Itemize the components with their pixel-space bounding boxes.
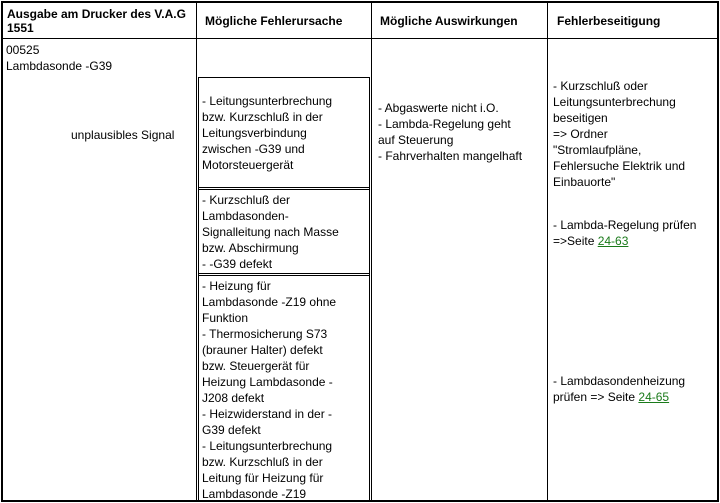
remedy-line: beseitigen	[553, 111, 608, 125]
remedy-line: - Lambda-Regelung prüfen	[553, 218, 697, 232]
cause-line: Motorsteuergerät	[202, 158, 294, 172]
cause-line: Leitung für Heizung für	[202, 471, 324, 485]
cause-line: J208 defekt	[202, 391, 265, 405]
remedy-line: Fehlersuche Elektrik und	[553, 159, 686, 173]
header-divider	[1, 38, 719, 39]
cause-line: bzw. Kurzschluß in der	[202, 455, 323, 469]
cause-divider-1b	[198, 189, 370, 190]
cause-line: bzw. Abschirmung	[202, 241, 299, 255]
remedy-line: => Ordner	[553, 127, 608, 141]
col-divider-2	[371, 1, 372, 502]
header-printer-output-text: Ausgabe am Drucker des V.A.G 1551	[7, 7, 186, 35]
effect-line: - Fahrverhalten mangelhaft	[378, 149, 523, 163]
remedy-line	[553, 233, 717, 249]
fault-symptom: unplausibles Signal	[71, 128, 175, 142]
cause-line: - -G39 defekt	[202, 257, 273, 271]
cause-line: Leitungsverbindung	[202, 126, 307, 140]
remedy-line	[553, 389, 717, 405]
header-effects-text: Mögliche Auswirkungen	[380, 14, 518, 28]
header-cause-text: Mögliche Fehlerursache	[205, 14, 343, 28]
cause-divider-2	[198, 273, 370, 274]
fault-code-cell	[6, 42, 194, 74]
cause-line: - Leitungsunterbrechung	[202, 439, 333, 453]
remedy-page-prefix: =>Seite	[553, 234, 598, 248]
remedy-wiring	[553, 78, 717, 190]
cause-line: G39 defekt	[202, 423, 261, 437]
cause-inner-top	[198, 77, 370, 78]
header-effects	[380, 4, 545, 38]
remedy-line: - Lambdasondenheizung	[553, 374, 686, 388]
cause-line: Lambdasonde -Z19 ohne	[202, 295, 337, 309]
effects-cell	[378, 100, 545, 164]
cause-line: Signalleitung nach Masse	[202, 225, 339, 239]
effect-line: - Lambda-Regelung geht	[378, 117, 511, 131]
page-link-24-63[interactable]: 24-63	[597, 234, 629, 248]
cause-line: Heizung Lambdasonde -	[202, 375, 333, 389]
cause-inner-left	[198, 77, 199, 500]
cause-item	[202, 93, 367, 173]
cause-line: (brauner Halter) defekt	[202, 343, 323, 357]
table-border-left	[1, 1, 3, 502]
cause-inner-right	[369, 77, 370, 500]
effect-line: - Abgaswerte nicht i.O.	[378, 101, 499, 115]
remedy-page-prefix: prüfen => Seite	[553, 390, 639, 404]
cause-divider-2b	[198, 275, 370, 276]
remedy-lambda-check	[553, 217, 717, 249]
remedy-line: Leitungsunterbrechung	[553, 95, 676, 109]
col-divider-1	[196, 1, 197, 502]
table-border-right	[717, 1, 719, 502]
remedy-heater-check	[553, 373, 717, 405]
cause-item	[202, 278, 367, 502]
header-printer-output	[7, 4, 193, 38]
cause-line: Lambdasonden-	[202, 209, 289, 223]
remedy-line: "Stromlaufpläne,	[553, 143, 642, 157]
cause-line: - Thermosicherung S73	[202, 327, 328, 341]
remedy-line: - Kurzschluß oder	[553, 79, 648, 93]
cause-item	[202, 192, 367, 272]
header-remedy-text: Fehlerbeseitigung	[557, 14, 661, 28]
effect-line: auf Steuerung	[378, 133, 454, 147]
cause-line: bzw. Steuergerät für	[202, 359, 310, 373]
cause-line: - Leitungsunterbrechung	[202, 94, 333, 108]
fault-symptom-cell	[71, 127, 191, 143]
table-border-top	[1, 1, 719, 3]
fault-table	[1, 1, 719, 502]
fault-code: 00525	[6, 43, 40, 57]
cause-line: - Kurzschluß der	[202, 193, 291, 207]
cause-line: - Heizwiderstand in der -	[202, 407, 333, 421]
cause-line: Lambdasonde -Z19	[202, 487, 307, 501]
header-remedy	[557, 4, 717, 38]
cause-divider-1	[198, 187, 370, 188]
cause-line: - Heizung für	[202, 279, 271, 293]
col-divider-3	[547, 1, 548, 502]
cause-line: zwischen -G39 und	[202, 142, 305, 156]
cause-line: Funktion	[202, 311, 249, 325]
remedy-line: Einbauorte"	[553, 175, 616, 189]
cause-line: bzw. Kurzschluß in der	[202, 110, 323, 124]
header-cause	[205, 4, 369, 38]
fault-component: Lambdasonde -G39	[6, 59, 113, 73]
page-link-24-65[interactable]: 24-65	[638, 390, 670, 404]
